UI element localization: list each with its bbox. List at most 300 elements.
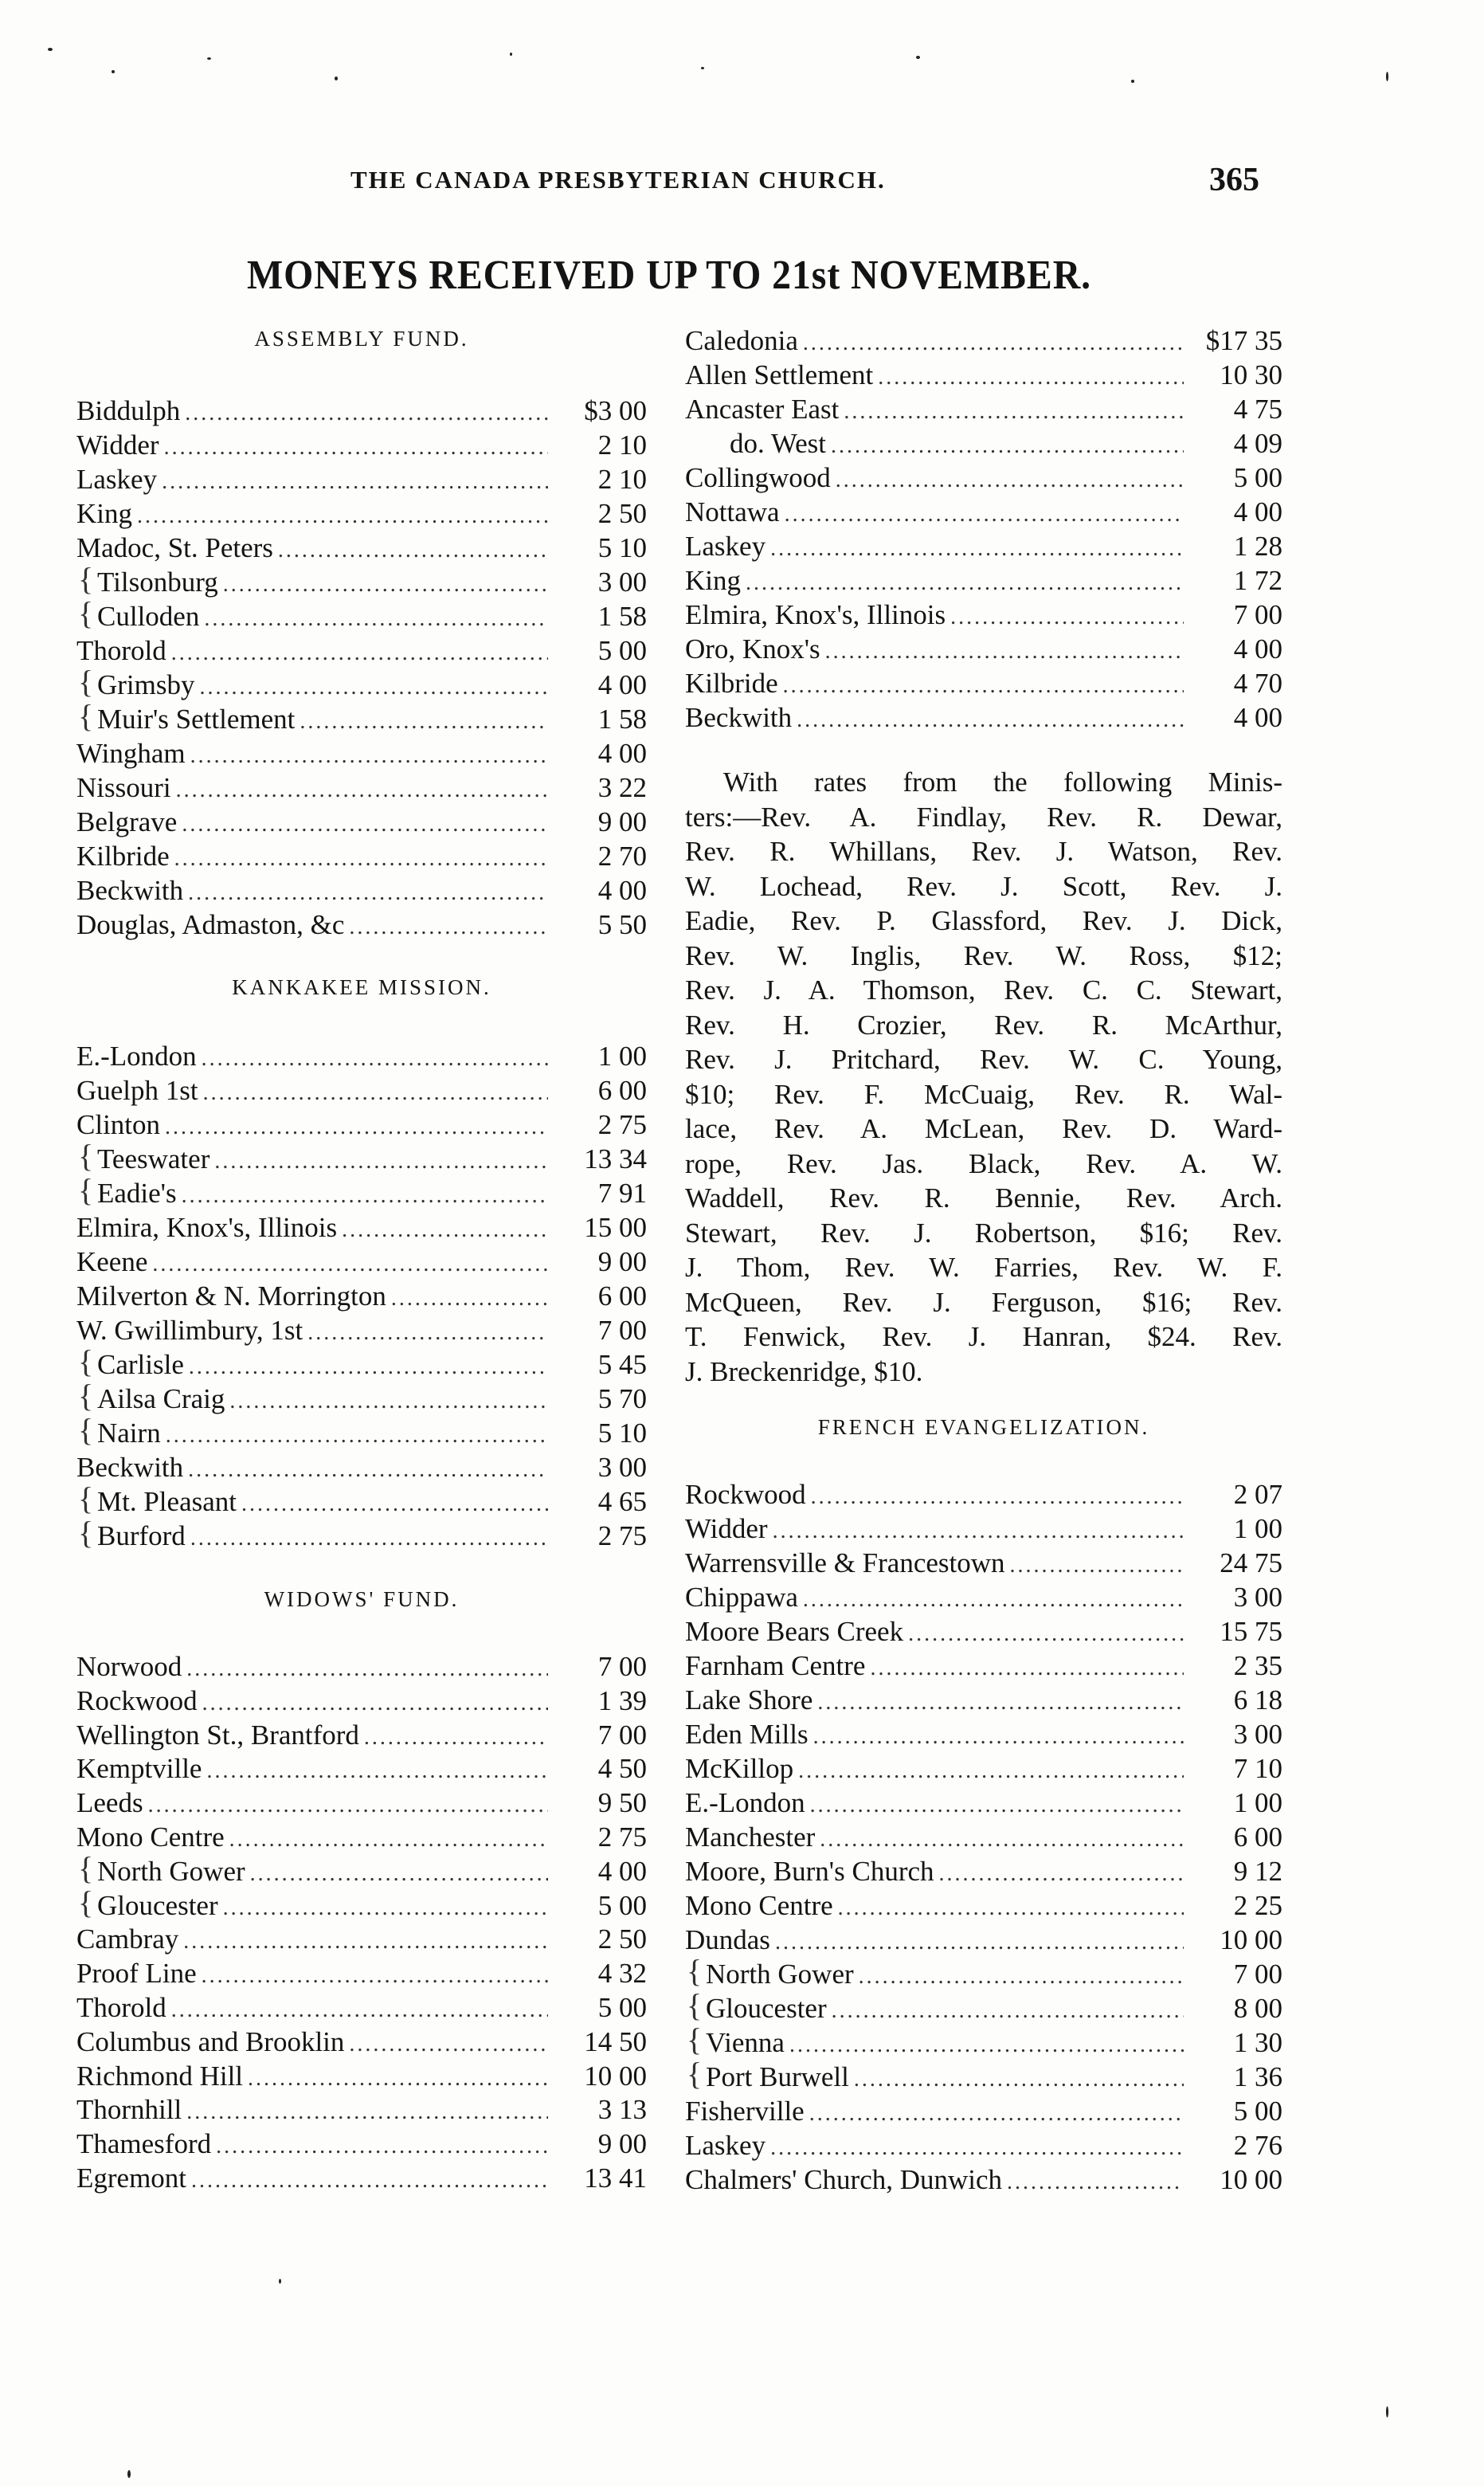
leader-dots [746,567,1184,599]
leader-dots [182,1180,548,1212]
entry-amount: 24 75 [1220,1547,1282,1578]
ledger-row [685,1993,1282,2025]
leader-dots [836,465,1184,496]
entry-name: Keene [76,1246,148,1277]
entry-amount: 6 00 [1233,1821,1282,1853]
ledger-row [76,1685,647,1717]
speck [335,76,338,80]
entry-name: Thorold [76,635,166,666]
paragraph-line: W. Lochead, Rev. J. Scott, Rev. J. [685,870,1282,902]
entry-amount: 15 00 [584,1212,647,1243]
leader-dots [854,2064,1184,2096]
entry-name: Kilbride [76,841,170,872]
entry-name: Douglas, Admaston, &c [76,909,345,940]
paragraph-line: ters:—Rev. A. Findlay, Rev. R. Dewar, [685,801,1282,833]
paragraph-line: With rates from the following Minis- [723,767,1282,798]
entry-name: McKillop [685,1753,794,1784]
entry-amount: 9 12 [1233,1856,1282,1887]
entry-amount: 2 70 [597,841,647,872]
entry-amount: 4 70 [1233,668,1282,699]
entry-amount: 5 00 [1233,2096,1282,2127]
leader-dots [152,1249,548,1280]
ledger-row [76,1958,647,1990]
leader-dots [820,1824,1184,1856]
entry-name: Chalmers' Church, Dunwich [685,2164,1003,2195]
ledger-row [685,496,1282,528]
paragraph-line: McQueen, Rev. J. Ferguson, $16; Rev. [685,1286,1282,1318]
entry-name: { Burford [97,1520,186,1551]
entry-amount: 2 75 [597,1109,647,1140]
ledger-row [685,1547,1282,1579]
entry-amount: 15 75 [1220,1616,1282,1647]
leader-dots [349,912,548,943]
ledger-row [76,2128,647,2160]
paragraph-line: Rev. J. Pritchard, Rev. W. C. Young, [685,1044,1282,1075]
ledger-row [685,668,1282,700]
leader-dots [391,1283,548,1315]
entry-name: Rockwood [76,1684,198,1716]
paragraph-line: Rev. H. Crozier, Rev. R. McArthur, [685,1009,1282,1041]
ledger-row [76,1246,647,1278]
leader-dots [803,327,1184,359]
entry-name: Collingwood [685,462,831,493]
entry-amount: $17 35 [1205,325,1282,356]
leader-dots [1007,2166,1184,2198]
ledger-row [76,738,647,770]
paragraph-line: J. Breckenridge, $10. [685,1355,923,1387]
entry-name: { Ailsa Craig [97,1383,225,1414]
entry-name: Thorold [76,1992,166,2023]
paragraph-line: Waddell, Rev. R. Bennie, Rev. Arch. [685,1182,1282,1214]
entry-amount: 4 75 [1233,394,1282,425]
ledger-row [685,1753,1282,1785]
ledger-row [76,2094,647,2126]
paragraph-line: Rev. R. Whillans, Rev. J. Watson, Rev. [685,836,1282,867]
ledger-row [685,2061,1282,2093]
ledger-row [76,1992,647,2024]
ledger-row [76,1753,647,1785]
leader-dots [813,1721,1184,1753]
entry-amount: 14 50 [584,2025,647,2057]
entry-name: Fisherville [685,2096,805,2127]
entry-amount: 6 00 [597,1075,647,1106]
entry-amount: 4 65 [597,1486,647,1517]
ledger-row [76,395,647,427]
entry-name: do. West [730,428,826,459]
ledger-row [76,841,647,872]
leader-dots [349,2029,548,2061]
leader-dots [176,774,548,806]
leader-dots [798,1755,1184,1787]
entry-amount: 4 00 [1233,702,1282,733]
entry-name: Leeds [76,1787,143,1819]
entry-amount: 5 10 [597,532,647,563]
ledger-row [685,2027,1282,2059]
leader-dots [773,1516,1184,1547]
entry-amount: 7 00 [1233,599,1282,630]
entry-amount: 7 91 [597,1178,647,1209]
ledger-row [76,1520,647,1552]
entry-amount: 5 00 [597,1889,647,1921]
leader-dots [206,1755,548,1787]
entry-name: Elmira, Knox's, Illinois [685,599,946,630]
speck [510,53,512,56]
ledger-row [76,1486,647,1518]
leader-dots [783,670,1184,702]
speck [48,48,53,51]
entry-name: { North Gower [97,1855,245,1887]
entry-amount: 4 00 [1233,496,1282,527]
entry-name: Oro, Knox's [685,633,820,665]
entry-name: Madoc, St. Peters [76,532,273,563]
entry-name: Chippawa [685,1582,798,1613]
entry-name: Manchester [685,1821,816,1853]
entry-name: Thamesford [76,2128,212,2160]
ledger-row [685,462,1282,494]
entry-name: E.-London [76,1041,197,1072]
ledger-row [685,2164,1282,2196]
entry-amount: 2 25 [1233,1890,1282,1921]
entry-amount: 4 32 [597,1958,647,1990]
leader-dots [186,2096,548,2128]
entry-amount: 3 00 [597,1452,647,1483]
entry-name: { Vienna [706,2027,785,2058]
entry-amount: 1 39 [597,1684,647,1716]
entry-amount: 7 00 [597,1719,647,1751]
entry-amount: 4 00 [597,738,647,769]
leader-dots [250,1858,548,1890]
entry-amount: 3 00 [597,567,647,598]
entry-name: Beckwith [76,1452,184,1483]
entry-amount: 10 00 [1220,1924,1282,1955]
ledger-row [76,1651,647,1683]
entry-name: Nottawa [685,496,780,527]
entry-name: W. Gwillimbury, 1st [76,1315,303,1346]
leader-dots [770,2132,1184,2164]
ledger-row [76,567,647,598]
paragraph-line: T. Fenwick, Rev. J. Hanran, $24. Rev. [685,1321,1282,1352]
ledger-row [76,498,647,530]
entry-name: Egremont [76,2163,187,2194]
ledger-row [685,1513,1282,1545]
ledger-row [76,1041,647,1072]
ledger-row [76,1923,647,1955]
page-number: 365 [1209,162,1259,198]
leader-dots [171,637,548,669]
section-heading-kankakee-mission: KANKAKEE MISSION. [232,975,491,999]
entry-name: { North Gower [706,1959,854,1990]
entry-amount: 1 58 [597,601,647,632]
entry-name: Widder [76,429,159,461]
entry-amount: 1 58 [597,704,647,735]
ledger-row [685,1856,1282,1888]
leader-dots [186,1653,548,1685]
entry-name: Nissouri [76,772,171,803]
entry-name: { Gloucester [97,1889,218,1921]
entry-amount: 4 09 [1233,428,1282,459]
entry-name: Ancaster East [685,394,840,425]
leader-dots [165,1112,548,1143]
entry-amount: 5 00 [1233,462,1282,493]
entry-name: Dundas [685,1924,770,1955]
ledger-row [685,702,1282,734]
ledger-row [76,1109,647,1141]
ledger-row [685,565,1282,597]
ledger-row [76,1787,647,1819]
ledger-row [76,1417,647,1449]
leader-dots [307,1317,548,1349]
entry-name: Wellington St., Brantford [76,1719,359,1751]
ledger-row [76,1178,647,1210]
speck [916,56,920,59]
paragraph-line: Rev. J. A. Thomson, Rev. C. C. Stewart, [685,974,1282,1006]
entry-name: Beckwith [685,702,793,733]
entry-amount: 2 07 [1233,1479,1282,1510]
ledger-row [685,1924,1282,1956]
entry-amount: 7 00 [597,1651,647,1682]
entry-amount: 5 00 [597,1992,647,2023]
entry-name: Warrensville & Francestown [685,1547,1005,1578]
ledger-row [685,359,1282,391]
ledger-row [685,394,1282,425]
leader-dots [797,704,1184,736]
ledger-row [76,806,647,838]
leader-dots [1010,1550,1184,1582]
entry-amount: 4 00 [1233,633,1282,665]
leader-dots [202,1960,548,1992]
leader-dots [939,1858,1184,1890]
entry-name: Allen Settlement [685,359,874,390]
main-title: MONEYS RECEIVED UP TO 21st NOVEMBER. [247,253,1092,298]
paragraph-line: lace, Rev. A. McLean, Rev. D. Ward- [685,1113,1282,1144]
entry-amount: 9 50 [597,1787,647,1819]
paragraph-line: Eadie, Rev. P. Glassford, Rev. J. Dick, [685,905,1282,936]
ledger-row [685,1890,1282,1922]
entry-amount: 13 34 [584,1143,647,1174]
entry-name: { Tilsonburg [97,567,218,598]
leader-dots [166,1420,548,1452]
leader-dots [950,602,1184,633]
ledger-row [76,772,647,804]
entry-name: { Culloden [97,601,200,632]
leader-dots [785,499,1184,531]
entry-name: { Muir's Settlement [97,704,296,735]
leader-dots [162,466,548,498]
leader-dots [202,1043,548,1075]
entry-amount: 5 45 [597,1349,647,1380]
leader-dots [278,535,548,567]
entry-amount: 7 10 [1233,1753,1282,1784]
entry-name: Columbus and Brooklin [76,2025,345,2057]
leader-dots [803,1584,1184,1616]
entry-name: Clinton [76,1109,161,1140]
leader-dots [183,1926,548,1958]
ledger-row [76,1143,647,1175]
entry-amount: 1 72 [1233,565,1282,596]
entry-name: Caledonia [685,325,798,356]
leader-dots [844,396,1184,428]
entry-name: Farnham Centre [685,1650,866,1681]
entry-name: Cambray [76,1923,179,1955]
paragraph-line: rope, Rev. Jas. Black, Rev. A. W. [685,1147,1282,1179]
ledger-row [76,601,647,633]
entry-name: Milverton & N. Morrington [76,1280,386,1312]
entry-amount: 1 36 [1233,2061,1282,2092]
entry-name: { Carlisle [97,1349,184,1380]
entry-amount: 10 00 [584,2060,647,2092]
leader-dots [908,1618,1184,1650]
leader-dots [174,843,548,875]
entry-amount: 2 50 [597,1923,647,1955]
leader-dots [164,432,548,464]
entry-amount: 8 00 [1233,1993,1282,2024]
entry-amount: 5 10 [597,1417,647,1449]
leader-dots [188,1454,548,1486]
entry-name: Proof Line [76,1958,197,1990]
leader-dots [214,1146,548,1178]
speck [701,67,704,69]
entry-name: Lake Shore [685,1684,813,1715]
leader-dots [789,2029,1184,2061]
entry-name: Norwood [76,1651,182,1682]
leader-dots [148,1790,548,1821]
ledger-row [76,704,647,735]
leader-dots [203,1077,548,1109]
entry-name: { Eadie's [97,1178,177,1209]
leader-dots [817,1687,1184,1719]
section-heading-assembly-fund: ASSEMBLY FUND. [254,327,469,351]
entry-amount: 2 75 [597,1821,647,1853]
entry-name: { Nairn [97,1417,161,1449]
ledger-row [685,1479,1282,1511]
entry-name: { Teeswater [97,1143,210,1174]
entry-name: Rockwood [685,1479,806,1510]
leader-dots [223,1892,548,1924]
entry-amount: 4 00 [597,1855,647,1887]
ledger-row [685,1959,1282,1990]
entry-name: Beckwith [76,875,184,906]
ledger-row [685,1821,1282,1853]
ledger-row [76,2061,647,2092]
entry-name: Thornhill [76,2094,182,2126]
entry-amount: 6 18 [1233,1684,1282,1715]
speck [112,70,115,73]
ledger-row [685,1787,1282,1819]
entry-name: Biddulph [76,395,181,426]
leader-dots [182,809,548,841]
ledger-row [76,669,647,701]
entry-amount: 10 00 [1220,2164,1282,2195]
entry-name: E.-London [685,1787,805,1818]
leader-dots [248,2063,548,2095]
ledger-row [76,1075,647,1107]
leader-dots [859,1961,1184,1993]
leader-dots [811,1481,1184,1513]
ledger-row [76,1719,647,1751]
leader-dots [775,1927,1184,1959]
entry-name: Moore Bears Creek [685,1616,904,1647]
leader-dots [188,877,548,909]
speck [1131,80,1134,83]
ledger-row [76,2026,647,2058]
entry-name: Kemptville [76,1753,202,1785]
entry-name: { Mt. Pleasant [97,1486,237,1517]
entry-amount: 9 00 [597,2128,647,2160]
leader-dots [878,362,1184,394]
entry-amount: 3 22 [597,772,647,803]
entry-name: Kilbride [685,668,778,699]
entry-name: Mono Centre [685,1890,833,1921]
entry-amount: 3 13 [597,2094,647,2126]
entry-amount: 5 00 [597,635,647,666]
leader-dots [810,1790,1184,1821]
leader-dots [809,2098,1184,2130]
leader-dots [770,533,1184,565]
ledger-row [76,532,647,564]
entry-name: Guelph 1st [76,1075,198,1106]
ledger-row [76,1383,647,1415]
entry-amount: 1 00 [1233,1513,1282,1544]
ledger-row [76,429,647,461]
ledger-row [685,1719,1282,1751]
entry-name: Laskey [76,464,158,495]
entry-name: Wingham [76,738,186,769]
ledger-row [685,2130,1282,2162]
ledger-row [76,635,647,667]
leader-dots [241,1488,548,1520]
leader-dots [229,1824,548,1856]
entry-amount: 4 00 [597,669,647,700]
leader-dots [870,1653,1184,1684]
ministers-paragraph [685,765,1282,1389]
entry-name: Laskey [685,2130,766,2161]
ledger-row [685,2096,1282,2127]
speck [127,2470,131,2478]
entry-name: King [76,498,132,529]
entry-amount: 9 00 [597,1246,647,1277]
entry-amount: 2 75 [597,1520,647,1551]
ledger-row [685,325,1282,357]
leader-dots [202,1688,548,1719]
running-title: THE CANADA PRESBYTERIAN CHURCH. [350,166,886,194]
entry-amount: 6 00 [597,1280,647,1312]
leader-dots [825,636,1184,668]
leader-dots [364,1722,548,1754]
leader-dots [831,430,1184,462]
entry-amount: 2 76 [1233,2130,1282,2161]
entry-amount: 9 00 [597,806,647,837]
leader-dots [185,398,548,429]
leader-dots [171,1994,548,2026]
paragraph-line: Rev. W. Inglis, Rev. W. Ross, $12; [685,939,1282,971]
leader-dots [216,2131,548,2163]
leader-dots [190,1523,548,1555]
leader-dots [832,1995,1184,2027]
ledger-row [76,2163,647,2194]
section-heading-widows-fund: WIDOWS' FUND. [264,1587,460,1611]
entry-amount: 13 41 [584,2163,647,2194]
entry-name: Mono Centre [76,1821,225,1853]
entry-amount: 2 10 [597,464,647,495]
ledger-row [76,1890,647,1922]
leader-dots [137,500,548,532]
entry-amount: 7 00 [597,1315,647,1346]
entry-name: Eden Mills [685,1719,809,1750]
leader-dots [200,672,549,704]
ledger-row [685,428,1282,460]
section-heading-french-evangelization: FRENCH EVANGELIZATION. [817,1415,1150,1439]
ledger-row [685,1684,1282,1716]
